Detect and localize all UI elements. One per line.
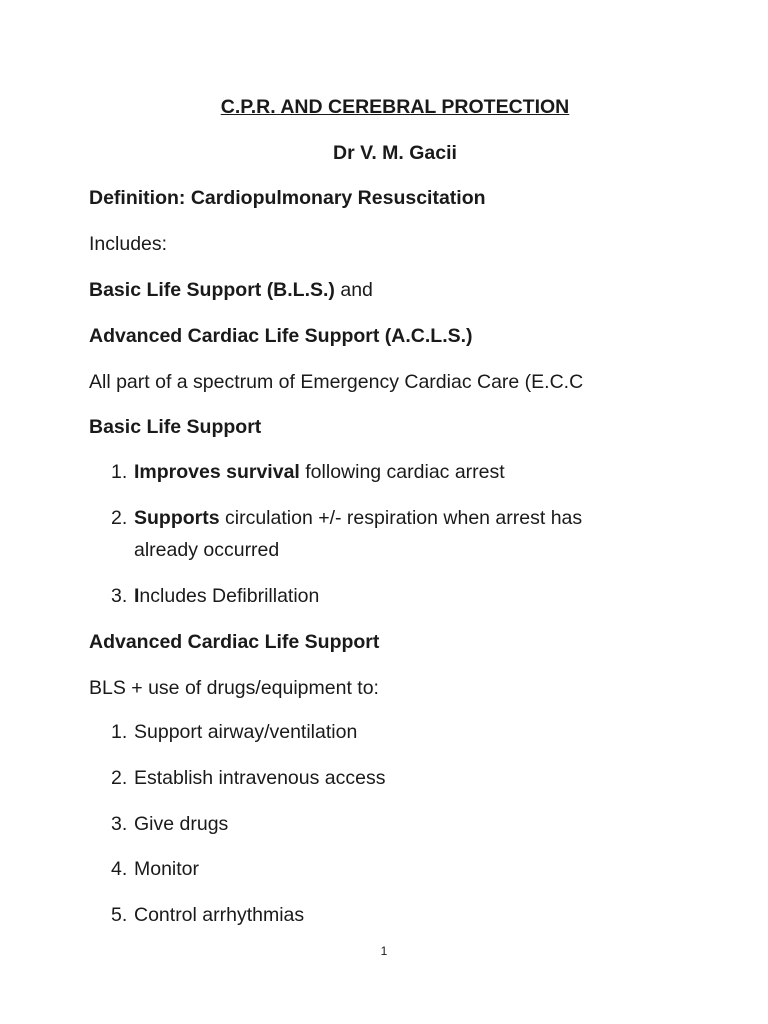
list-item-number: 1. (111, 721, 128, 743)
list-item-text: following cardiac arrest (299, 461, 505, 483)
list-item-text: Monitor (134, 858, 200, 880)
list-item (111, 762, 631, 794)
list-item-bold: I (134, 585, 140, 607)
list-item (111, 502, 631, 566)
list-item-number: 3. (111, 813, 128, 835)
list-item-text: ncludes Defibrillation (139, 585, 320, 607)
bls-heading: Basic Life Support (89, 416, 262, 438)
document-author: Dr V. M. Gacii (333, 142, 457, 164)
acls-heading: Advanced Cardiac Life Support (89, 631, 380, 653)
list-item-number: 1. (111, 461, 128, 483)
list-item-number: 5. (111, 904, 128, 926)
bls-line-rest: and (334, 279, 373, 301)
list-item-number: 4. (111, 858, 128, 880)
bls-line-bold: Basic Life Support (B.L.S.) (89, 279, 335, 301)
bls-line (89, 278, 373, 302)
definition-line: Definition: Cardiopulmonary Resuscitation (89, 187, 486, 209)
acls-intro: BLS + use of drugs/equipment to: (89, 677, 379, 699)
list-item (111, 899, 631, 931)
list-item (111, 580, 631, 612)
list-item (111, 853, 631, 885)
list-item-text: circulation +/- respiration when arrest has already occurred (134, 507, 583, 561)
document-title: C.P.R. AND CEREBRAL PROTECTION (220, 96, 570, 118)
includes-label: Includes: (89, 233, 168, 255)
list-item-number: 2. (111, 767, 128, 789)
list-item-text: Establish intravenous access (134, 767, 386, 789)
acls-line: Advanced Cardiac Life Support (A.C.L.S.) (89, 325, 473, 347)
list-item-text: Support airway/ventilation (134, 721, 358, 743)
list-item-bold: Improves survival (134, 461, 300, 483)
list-item-text: Give drugs (134, 813, 229, 835)
list-item-bold: Supports (134, 507, 220, 529)
list-item (111, 808, 631, 840)
list-item-number: 3. (111, 585, 128, 607)
list-item-text: Control arrhythmias (134, 904, 305, 926)
list-item (111, 456, 631, 488)
page-number: 1 (380, 944, 388, 958)
spectrum-line: All part of a spectrum of Emergency Cardiac Care (E.C.C (89, 371, 584, 393)
list-item (111, 716, 631, 748)
list-item-number: 2. (111, 507, 128, 529)
